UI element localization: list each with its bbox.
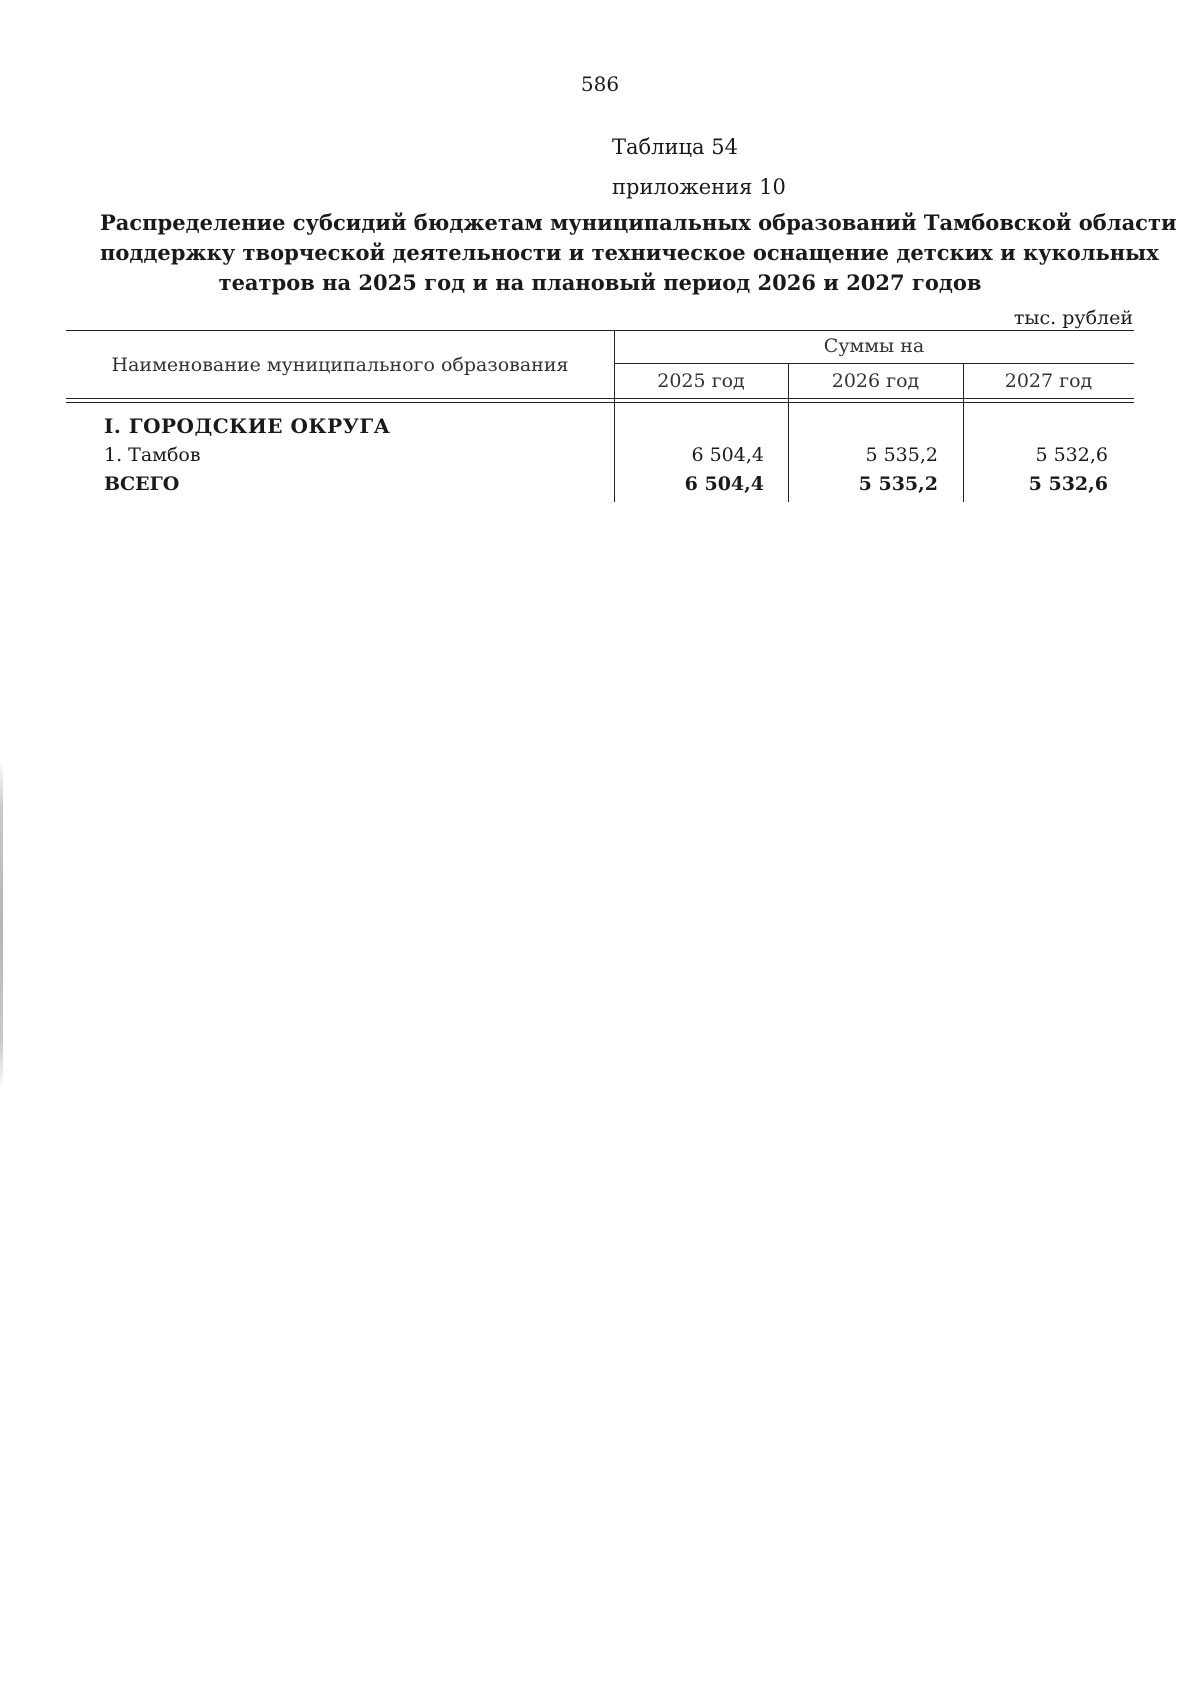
total-name: ВСЕГО <box>104 473 180 495</box>
title-line-3: театров на 2025 год и на плановый период 2026 и 2027 годов <box>218 270 982 295</box>
row-value-2026: 5 535,2 <box>865 444 938 466</box>
row-name: 1. Тамбов <box>104 444 201 466</box>
row-value-2027: 5 532,6 <box>1035 444 1108 466</box>
page-number: 586 <box>580 72 620 96</box>
header-name: Наименование муниципального образования <box>111 354 569 376</box>
header-year-2025: 2025 год <box>657 370 745 392</box>
title-line-1: Распределение субсидий бюджетам муниципальных образований Тамбовской области <box>100 210 1177 235</box>
header-sub-rule <box>614 363 1134 364</box>
total-value-2026: 5 535,2 <box>858 473 938 495</box>
units-label: тыс. рублей <box>1013 307 1133 329</box>
subsidy-table <box>66 330 1134 502</box>
total-value-2027: 5 532,6 <box>1028 473 1108 495</box>
scan-edge-artifact <box>0 760 3 1090</box>
appendix-label: приложения 10 <box>612 175 786 199</box>
header-year-2027: 2027 год <box>1004 370 1093 392</box>
row-value-2025: 6 504,4 <box>691 444 764 466</box>
total-value-2025: 6 504,4 <box>684 473 764 495</box>
section-title: I. ГОРОДСКИЕ ОКРУГА <box>104 414 391 438</box>
title-line-2: поддержку творческой деятельности и техническое оснащение детских и кукольных <box>100 240 1159 265</box>
header-bottom-rule-2 <box>66 402 1134 403</box>
table-top-rule <box>66 330 1134 331</box>
document-title <box>100 208 1177 298</box>
header-year-2026: 2026 год <box>831 370 920 392</box>
header-sums: Суммы на <box>823 335 925 357</box>
header-bottom-rule <box>66 398 1134 399</box>
table-label: Таблица 54 <box>612 135 738 159</box>
